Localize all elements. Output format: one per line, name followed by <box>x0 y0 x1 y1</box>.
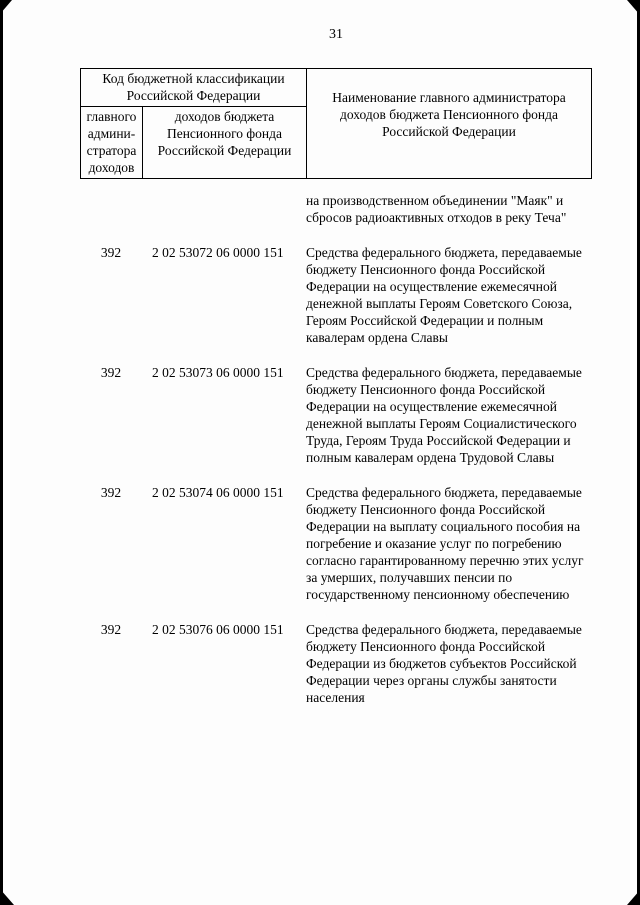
table-body <box>80 192 592 706</box>
header-code-columns <box>81 107 306 178</box>
cell-description: Средства федерального бюджета, передаваемые бюджету Пенсионного фонда Российской Федерации на выплату социального пособия на погребение и оказание услуг по погребению согласно гарантированному перечню этих услуг за умерших, получавших пенсии по государственному пенсионному обеспечению <box>306 485 584 602</box>
header-code-section <box>81 69 307 178</box>
table-row <box>80 192 592 226</box>
cell-description: Средства федерального бюджета, передаваемые бюджету Пенсионного фонда Российской Федерации на осуществление ежемесячной денежной выплаты Героям Советского Союза, Героям Российской Федерации и полным кавалерам ордена Славы <box>306 245 582 345</box>
cell-budget-code: 2 02 53076 06 0000 151 <box>152 622 284 637</box>
cell-admin-code: 392 <box>100 245 122 260</box>
cell-budget-code: 2 02 53074 06 0000 151 <box>152 485 284 500</box>
header-col-admin: главного админи-стратора доходов <box>81 107 143 178</box>
page-number: 31 <box>329 27 343 42</box>
cell-admin-code <box>80 192 142 226</box>
cell-description: Средства федерального бюджета, передаваемые бюджету Пенсионного фонда Российской Федерации из бюджетов субъектов Российской Федерации через органы службы занятости населения <box>306 622 582 705</box>
table-row <box>80 244 592 346</box>
scan-corner-bottom-left <box>0 889 14 905</box>
header-col-name: Наименование главного администратора доходов бюджета Пенсионного фонда Российской Федерации <box>332 90 566 139</box>
header-code-group: Код бюджетной классификации Российской Федерации <box>81 69 306 107</box>
cell-description: на производственном объединении "Маяк" и сбросов радиоактивных отходов в реку Теча" <box>306 193 567 225</box>
table-row <box>80 484 592 603</box>
budget-classification-table <box>80 68 592 724</box>
cell-budget-code: 2 02 53072 06 0000 151 <box>152 245 284 260</box>
scan-edge-left <box>0 0 3 905</box>
cell-budget-code: 2 02 53073 06 0000 151 <box>152 365 284 380</box>
cell-admin-code: 392 <box>100 365 122 380</box>
cell-budget-code <box>142 192 306 226</box>
table-row <box>80 621 592 706</box>
cell-admin-code: 392 <box>100 485 122 500</box>
cell-admin-code: 392 <box>100 622 122 637</box>
table-header <box>80 68 592 179</box>
table-row <box>80 364 592 466</box>
header-col-income: доходов бюджета Пенсионного фонда Российской Федерации <box>157 109 292 158</box>
cell-description: Средства федерального бюджета, передаваемые бюджету Пенсионного фонда Российской Федерации на осуществление ежемесячной денежной выплаты Героям Социалистического Труда, Героям Труда Российской Федерации и полным кавалерам ордена Трудовой Славы <box>306 365 582 465</box>
scan-corner-top-left <box>0 0 12 14</box>
